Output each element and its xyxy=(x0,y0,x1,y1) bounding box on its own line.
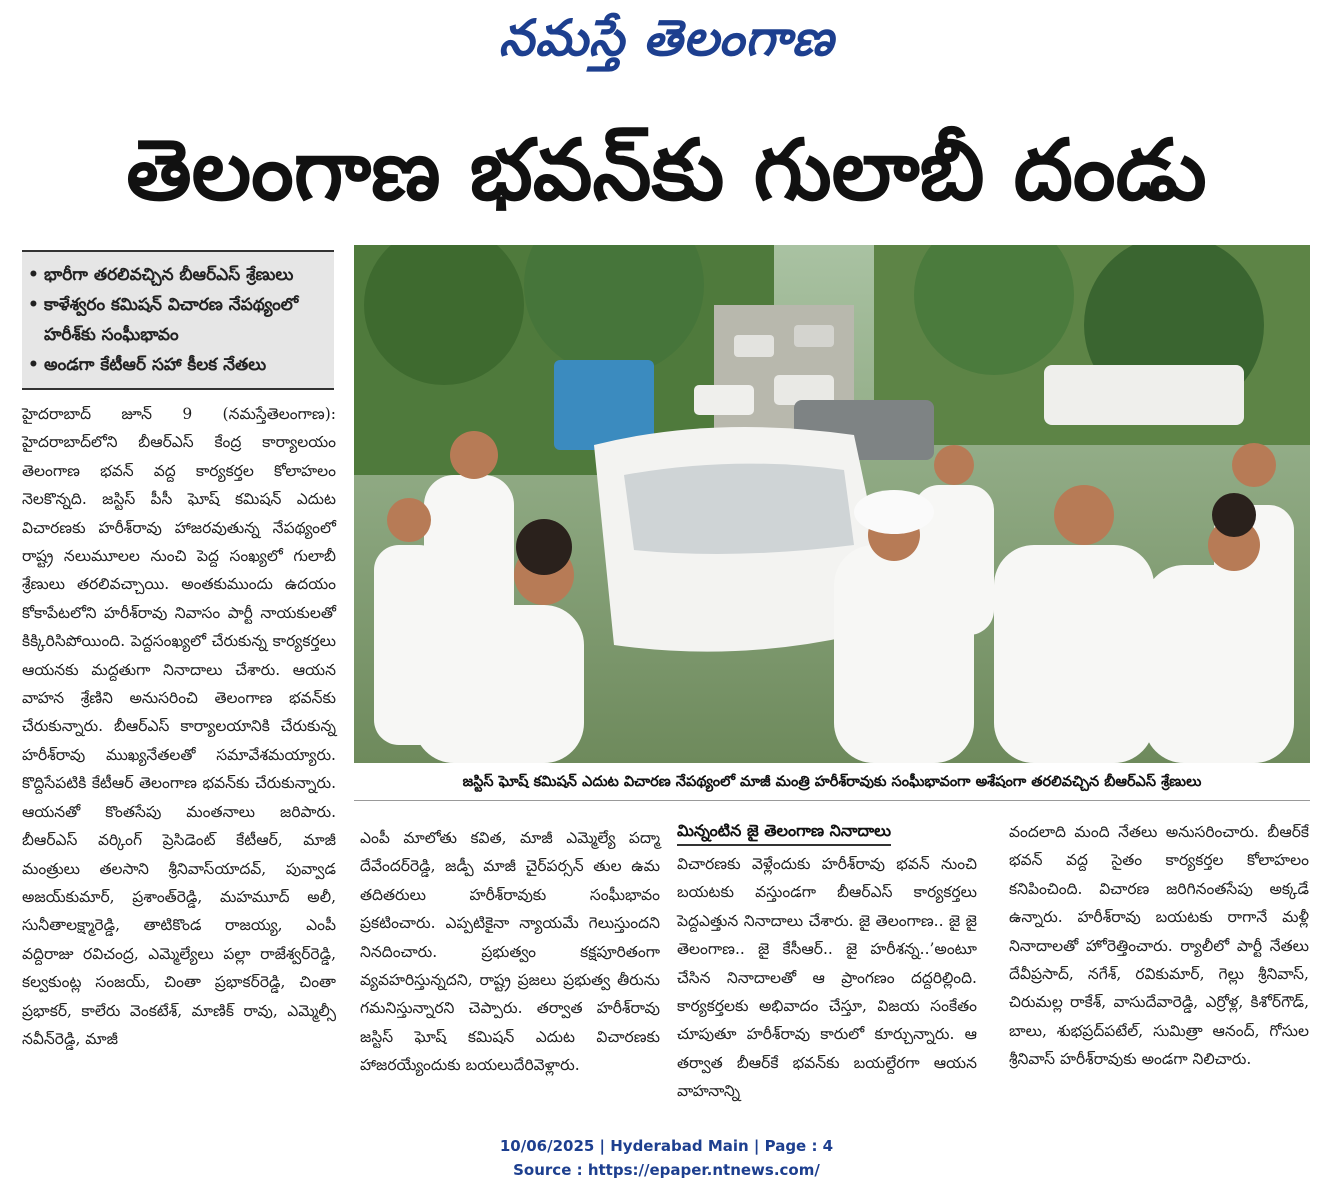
source-link[interactable]: Source : https://epaper.ntnews.com/ xyxy=(513,1161,820,1179)
news-photo xyxy=(354,245,1310,763)
photo-caption: జస్టిస్ ఘోష్ కమిషన్ ఎదుట విచారణ నేపథ్యంలో మాజీ మంత్రి హరీశ్‌రావుకు సంఘీభావంగా అశేషంగా తరలివచ్చిన బీఆర్‌ఎస్ శ్రేణులు xyxy=(354,764,1310,801)
bullet-icon: • xyxy=(28,355,39,375)
article-column-4 xyxy=(1009,818,1309,1074)
bullet-icon: • xyxy=(28,295,39,315)
article-text: విచారణకు వెళ్లేందుకు హరీశ్‌రావు భవన్ నుంచి బయటకు వస్తుండగా బీఆర్‌ఎస్ కార్యకర్తలు పెద్దఎత్తున నినాదాలు చేశారు. జై తెలంగాణ.. జై జై తెలంగాణ.. జై కేసీఆర్.. జై హరీశన్న..’అంటూ చేసిన నినాదాలతో ఆ ప్రాంగణం దద్దరిల్లింది. కార్యకర్తలకు అభివాదం చేస్తూ, విజయ సంకేతం చూపుతూ హరీశ్‌రావు కారులో కూర్చున్నారు. ఆ తర్వాత బీఆర్‌కే భవన్‌కు బయల్దేరగా ఆయన వాహనాన్ని xyxy=(677,855,977,1101)
highlights-box xyxy=(22,250,334,390)
masthead xyxy=(0,8,1333,78)
bullet-icon: • xyxy=(28,265,39,285)
article-column-1 xyxy=(22,400,336,1053)
article-column-3 xyxy=(677,850,977,1106)
highlight-text: కాళేశ్వరం కమిషన్ విచారణ నేపథ్యంలో హరీశ్‌కు సంఘీభావం xyxy=(44,295,299,345)
highlight-item xyxy=(28,260,328,290)
edition-info: 10/06/2025 | Hyderabad Main | Page : 4 xyxy=(499,1137,834,1155)
subheading-block xyxy=(677,818,977,846)
article-column-2 xyxy=(360,824,660,1080)
article-text: హైదరాబాద్ జూన్ 9 (నమస్తేతెలంగాణ): హైదరాబాద్‌లోని బీఆర్‌ఎస్ కేంద్ర కార్యాలయం తెలంగాణ భవన్ వద్ద కార్యకర్తల కోలాహలం నెలకొన్నది. జస్టిస్ పీసీ ఘోష్ కమిషన్ ఎదుట విచారణకు హరీశ్‌రావు హాజరవుతున్న నేపథ్యంలో రాష్ట్ర నలుమూలల నుంచి పెద్ద సంఖ్యలో గులాబీ శ్రేణులు తరలివచ్చాయి. అంతకుముందు ఉదయం కోకాపేటలోని హరీశ్‌రావు నివాసం పార్టీ నాయకులతో కిక్కిరిసిపోయింది. పెద్దసంఖ్యలో చేరుకున్న కార్యకర్తలు ఆయనకు మద్దతుగా నినాదాలు చేశారు. ఆయన వాహన శ్రేణిని అనుసరించి తెలంగాణ భవన్‌కు చేరుకున్నారు. బీఆర్‌ఎస్ కార్యాలయానికి చేరుకున్న హరీశ్‌రావు ముఖ్యనేతలతో సమావేశమయ్యారు. కొద్దిసేపటికి కేటీఆర్ తెలంగాణ భవన్‌కు చేరుకున్నారు. ఆయనతో కొంతసేపు మంతనాలు జరిపారు. బీఆర్‌ఎస్ వర్కింగ్ ప్రెసిడెంట్ కేటీఆర్, మాజీ మంత్రులు తలసాని శ్రీనివాస్‌యాదవ్, పువ్వాడ అజయ్‌కుమార్, ప్రశాంత్‌రెడ్డి, మహమూద్ అలీ, సునీతాలక్ష్మారెడ్డి, తాటికొండ రాజయ్య, ఎంపీ వద్దిరాజు రవిచంద్ర, ఎమ్మెల్యేలు పల్లా రాజేశ్వర్‌రెడ్డి, కల్వకుంట్ల సంజయ్, చింతా ప్రభాకర్‌రెడ్డి, చింతా ప్రభాకర్, కాలేరు వెంకటేశ్, మాణిక్ రావు, ఎమ్మెల్సీ నవీన్‌రెడ్డి, మాజీ xyxy=(22,405,336,1048)
article-text: ఎంపీ మాలోతు కవిత, మాజీ ఎమ్మెల్యే పద్మా దేవేందర్‌రెడ్డి, జడ్పీ మాజీ చైర్‌పర్సన్ తుల ఉమ తదితరులు హరీశ్‌రావుకు సంఘీభావం ప్రకటించారు. ఎప్పటికైనా న్యాయమే గెలుస్తుందని నినదించారు. ప్రభుత్వం కక్షపూరితంగా వ్యవహరిస్తున్నదని, రాష్ట్ర ప్రజలు ప్రభుత్వ తీరును గమనిస్తున్నారని చెప్పారు. తర్వాత హరీశ్‌రావు జస్టిస్ ఘోష్ కమిషన్ ఎదుట విచారణకు హాజరయ్యేందుకు బయలుదేరివెళ్లారు. xyxy=(360,829,660,1075)
article-text: వందలాది మంది నేతలు అనుసరించారు. బీఆర్‌కే భవన్ వద్ద సైతం కార్యకర్తల కోలాహలం కనిపించింది. విచారణ జరిగినంతసేపు అక్కడే ఉన్నారు. హరీశ్‌రావు బయటకు రాగానే మళ్లీ నినాదాలతో హోరెత్తించారు. ర్యాలీలో పార్టీ నేతలు దేవీప్రసాద్, నగేశ్, రవికుమార్, గెల్లు శ్రీనివాస్, చిరుమల్ల రాకేశ్, వాసుదేవారెడ్డి, ఎర్రోళ్ల, కిశోర్‌గౌడ్, బాలు, శుభప్రద్‌పటేల్, సుమిత్రా ఆనంద్, గోసుల శ్రీనివాస్ హరీశ్‌రావుకు అండగా నిలిచారు. xyxy=(1009,823,1309,1069)
newspaper-logo: నమస్తే తెలంగాణ xyxy=(498,8,835,67)
page-footer xyxy=(0,1134,1333,1182)
highlight-item xyxy=(28,290,328,350)
highlight-item xyxy=(28,350,328,380)
subheading: మిన్నంటిన జై తెలంగాణ నినాదాలు xyxy=(677,818,891,846)
headline: తెలంగాణ భవన్‌కు గులాబీ దండు xyxy=(126,121,1207,219)
highlight-text: అండగా కేటీఆర్ సహా కీలక నేతలు xyxy=(44,355,267,375)
highlight-text: భారీగా తరలివచ్చిన బీఆర్‌ఎస్ శ్రేణులు xyxy=(44,265,294,285)
